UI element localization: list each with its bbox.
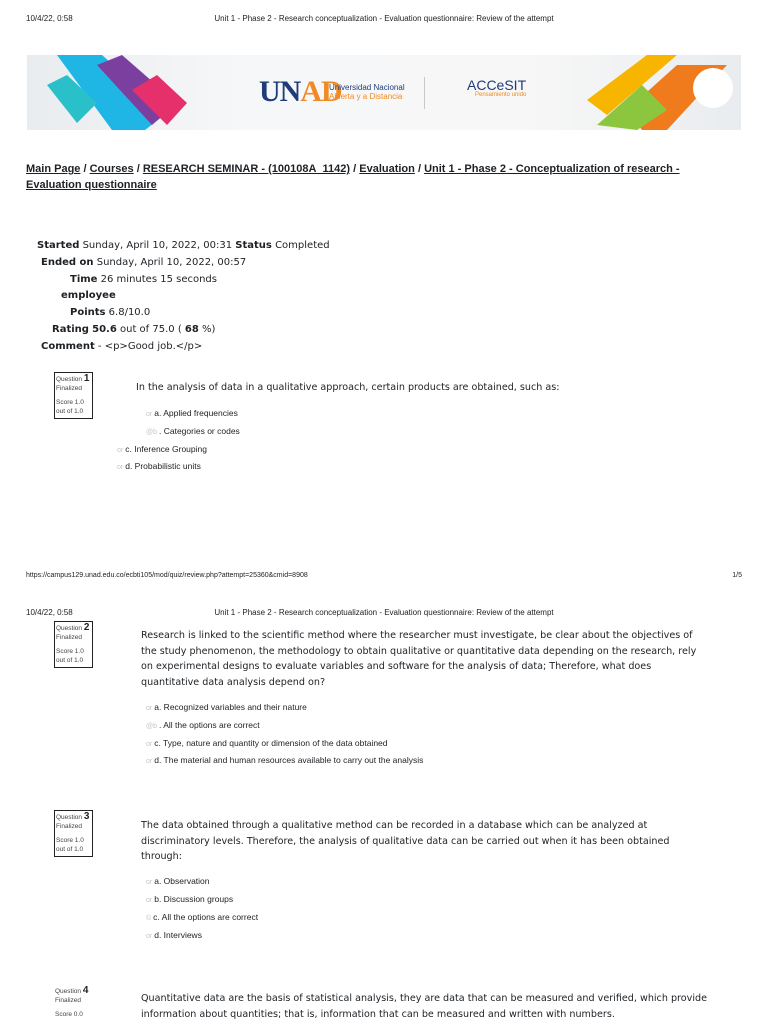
radio-icon: @b [146, 723, 157, 730]
accesit-logo-subtitle: Pensamiento unido [475, 92, 527, 98]
breadcrumb-quiz[interactable]: Unit 1 - Phase 2 - Conceptualization of research - Evaluation questionnaire [26, 163, 680, 191]
unad-logo-n: N [279, 75, 301, 108]
answer-text: a. Recognized variables and their nature [154, 702, 307, 712]
breadcrumb-courses[interactable]: Courses [89, 163, 134, 175]
answer-option[interactable] [146, 894, 233, 904]
summary-rating-row [26, 322, 446, 339]
summary-time-row [26, 272, 446, 289]
print-header [0, 14, 768, 26]
print-date: 10/4/22, 0:58 [26, 14, 73, 23]
question-label: Question [56, 814, 83, 821]
radio-icon: or [146, 897, 153, 904]
question-text: Research is linked to the scientific method where the researcher must investigate, be clear about the objectives of the study phenomenon, the methodology to obtain qualitative or quantitative data depending on the research, rely on experimental designs to evaluate variables and software for the analysis of data; Therefore, what does quantitative data analysis depend on? [141, 630, 697, 688]
attempt-summary [26, 238, 446, 356]
question-number: 1 [83, 373, 90, 384]
answer-option[interactable] [146, 930, 202, 940]
breadcrumb-separator: / [83, 163, 87, 175]
summary-comment-value: - <p>Good job.</p> [97, 340, 203, 352]
question-score: Score 1.0 [56, 837, 84, 844]
summary-status-label: Status [235, 240, 272, 251]
answer-option[interactable] [146, 738, 388, 748]
radio-icon: or [146, 879, 153, 886]
answer-option[interactable] [146, 426, 240, 436]
answer-text: a. Applied frequencies [154, 408, 238, 418]
summary-started-label: Started [37, 240, 80, 251]
answer-option[interactable] [146, 755, 423, 765]
question-state: Finalized [56, 823, 83, 830]
question-state: Finalized [55, 997, 82, 1004]
answer-text: d. Probabilistic units [125, 461, 201, 471]
radio-icon: or [146, 741, 153, 748]
answer-text: d. Interviews [154, 930, 202, 940]
question-score-max: out of 1.0 [56, 846, 84, 853]
summary-rating-percent: 68 [184, 323, 199, 335]
answer-text: b. Discussion groups [154, 894, 234, 904]
university-name-line1: Universidad Nacional [329, 83, 405, 92]
question-state: Finalized [56, 634, 83, 641]
radio-icon: © [146, 915, 152, 922]
university-name [329, 83, 405, 101]
summary-rating-label: Rating [52, 323, 89, 335]
question-score: Score 0.0 [55, 1011, 83, 1018]
breadcrumb-separator: / [353, 163, 357, 175]
breadcrumb-evaluation[interactable]: Evaluation [359, 163, 415, 175]
breadcrumb [26, 161, 726, 193]
print-header [0, 608, 768, 620]
summary-employee-row [26, 288, 446, 305]
summary-time-label: Time [70, 273, 98, 285]
summary-points-value: 6.8/10.0 [108, 307, 151, 319]
summary-rating-percent-sign: %) [202, 323, 216, 335]
question-number: 3 [83, 811, 90, 822]
answer-text: . All the options are correct [159, 720, 260, 730]
answer-option[interactable] [117, 461, 201, 471]
answer-option[interactable] [146, 876, 210, 886]
answer-text: c. Inference Grouping [125, 444, 207, 454]
summary-rating-out-of: out of 75.0 ( [120, 323, 182, 335]
summary-started-row [26, 238, 446, 255]
unad-logo-u: U [259, 75, 280, 108]
question-info-box [54, 810, 93, 857]
summary-time-value: 26 minutes 15 seconds [100, 273, 217, 285]
answer-option[interactable] [146, 408, 238, 418]
radio-icon: or [146, 411, 153, 418]
summary-employee-label: employee [61, 290, 116, 302]
summary-status-value: Completed [275, 240, 330, 251]
summary-points-row [26, 305, 446, 322]
answer-text: a. Observation [154, 876, 210, 886]
radio-icon: or [117, 464, 124, 471]
question-score: Score 1.0 [56, 399, 84, 406]
university-name-line2: Abierta y a Distancia [329, 92, 403, 101]
breadcrumb-course[interactable]: RESEARCH SEMINAR - (100108A_1142) [142, 163, 351, 175]
print-date: 10/4/22, 0:58 [26, 608, 73, 617]
answer-text: c. All the options are correct [153, 912, 259, 922]
question-info-box [54, 621, 93, 668]
question-label: Question [56, 376, 83, 383]
question-info-box [54, 985, 93, 1021]
summary-comment-row [26, 339, 446, 356]
question-score-max: out of 1.0 [56, 408, 84, 415]
print-title: Unit 1 - Phase 2 - Research conceptualization - Evaluation questionnaire: Review of the attempt [214, 14, 554, 23]
breadcrumb-separator: / [136, 163, 140, 175]
radio-icon: or [146, 705, 153, 712]
radio-icon: or [146, 758, 153, 765]
answer-option[interactable] [117, 444, 207, 454]
question-text: The data obtained through a qualitative method can be recorded in a database which can be analyzed at discriminatory levels. Therefore, the analysis of qualitative data can be carried out when it has been obtained through: [141, 820, 670, 862]
radio-icon: or [117, 447, 124, 454]
summary-started-value: Sunday, April 10, 2022, 00:31 [82, 240, 233, 251]
summary-ended-row [26, 255, 446, 272]
logo-divider [424, 77, 425, 109]
accesit-logo-text: ACCeSIT [467, 77, 527, 93]
summary-points-label: Points [70, 307, 106, 319]
question-label: Question [55, 988, 82, 995]
answer-text: . Categories or codes [159, 426, 240, 436]
print-url: https://campus129.unad.edu.co/ecbti105/mod/quiz/review.php?attempt=25360&cmid=8908 [26, 572, 308, 579]
print-page-number: 1/5 [732, 572, 742, 579]
header-banner [27, 55, 741, 130]
accesit-logo [467, 77, 526, 98]
answer-option[interactable] [146, 720, 260, 730]
summary-ended-value: Sunday, April 10, 2022, 00:57 [96, 256, 247, 268]
question-number: 4 [82, 985, 89, 996]
question-info-box [54, 372, 93, 419]
question-score: Score 1.0 [56, 648, 84, 655]
summary-ended-label: Ended on [41, 256, 94, 268]
question-state: Finalized [56, 385, 83, 392]
answer-option[interactable] [146, 912, 258, 922]
summary-comment-label: Comment [41, 340, 95, 352]
breadcrumb-main-page[interactable]: Main Page [26, 163, 81, 175]
breadcrumb-separator: / [417, 163, 421, 175]
answer-text: c. Type, nature and quantity or dimension of the data obtained [154, 738, 388, 748]
question-score-max: out of 1.0 [56, 657, 84, 664]
summary-rating-value: 50.6 [92, 323, 117, 335]
radio-icon: or [146, 933, 153, 940]
print-title: Unit 1 - Phase 2 - Research conceptualization - Evaluation questionnaire: Review of the attempt [214, 608, 554, 617]
question-text: In the analysis of data in a qualitative approach, certain products are obtained, such as: [136, 382, 560, 393]
question-text: Quantitative data are the basis of statistical analysis, they are data that can be measured and verified, which provide information about quantities; that is, information that can be measured and written with numbers. [141, 993, 707, 1020]
answer-option[interactable] [146, 702, 307, 712]
radio-icon: @b [146, 429, 157, 436]
answer-text: d. The material and human resources available to carry out the analysis [154, 755, 424, 765]
question-number: 2 [83, 622, 90, 633]
question-label: Question [56, 625, 83, 632]
unad-logo-ad: AD [300, 75, 342, 108]
